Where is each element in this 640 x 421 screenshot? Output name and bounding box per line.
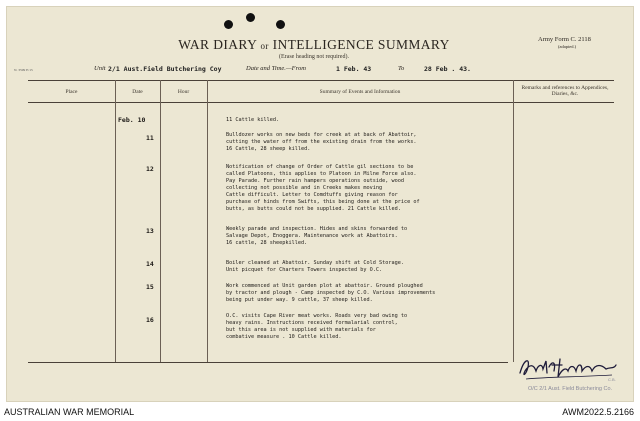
entry-text: Work commenced at Unit garden plot at abattoir. Ground ploughed by tractor and plough - Camp inspected by C.O. Various improvements being put under way. 9 cattle, 37 sheep killed. [226,283,436,303]
unit-stamp: O/C 2/1 Aust. Field Butchering Co. [528,386,613,392]
stamp-cb: C.B. [608,377,616,382]
footer-accession-number: AWM2022.5.2166 [562,407,634,417]
entry-date: 12 [146,165,154,173]
form-code: N. 3599 E/15 [14,68,33,72]
entry-text: 11 Cattle killed. [226,117,280,123]
to-label: To [398,65,405,72]
punch-hole-right [276,20,285,29]
date-time-label: Date and Time.—From [246,65,306,72]
column-header-summary: Summary of Events and Information [319,89,401,95]
entry-date: 11 [146,134,154,142]
title-intelligence-summary: INTELLIGENCE SUMMARY [272,37,450,52]
footer-institution: AUSTRALIAN WAR MEMORIAL [4,407,135,417]
entry-date: 15 [146,283,154,291]
entry-text: Bulldozer works on new beds for creek at at back of Abattoir, cutting the water off from the existing drain from the works. 16 Cattle, 28 sheep killed. [226,132,417,152]
page-bottom-rule [28,362,508,363]
entry-date: 14 [146,260,154,268]
unit-value: 2/1 Aust.Field Butchering Coy [108,65,222,73]
punch-hole-middle [246,13,255,22]
army-form-sub: (adapted.) [558,44,577,49]
form-subtitle: (Erase heading not required). [279,54,349,60]
entry-text: Weekly parade and inspection. Hides and skins forwarded to Salvage Depot, Enoggera. Maintenance work at Abattoirs. 16 cattle, 28 sheepkilled. [226,226,408,246]
column-header-hour: Hour [177,89,190,95]
entry-text: Boiler cleaned at Abattoir. Sunday shift at Cold Storage. Unit picquet for Charters Towers inspected by O.C. [226,260,405,273]
entry-date: 16 [146,316,154,324]
army-form-number [538,36,618,49]
handwritten-signature [516,353,620,385]
form-title [0,37,628,53]
column-divider-date [160,80,161,362]
entry-text: Notification of change of Order of Cattle gil sections to be called Platoons, this applies to Platoon in Milne Force also. Pay Parade. Further rain hampers operations outside, wood collecting not possible and in Creeks makes moving Cattle difficult. Letter to Comdtuffs giving reason for purchase of hinds from Swifts, this being done at the price of butts, as butts could not be supplied. 21 Cattle killed. [226,164,420,212]
column-header-remarks: Remarks and references to Appendices, Diaries, &c. [521,85,609,97]
column-header-place: Place [65,89,78,95]
entry-date: Feb. 10 [118,116,146,124]
column-header-date: Date [132,89,143,95]
to-date: 28 Feb . 43. [424,65,471,73]
punch-hole-left [224,20,233,29]
entry-date: 13 [146,227,154,235]
unit-label: Unit [94,65,106,72]
column-divider-place [115,80,116,362]
column-divider-hour [207,80,208,362]
entry-text: O.C. visits Cape River meat works. Roads very bad owing to heavy rains. Instructions received formalarial control, but this area is not supplied with materials for combative measure . 10 Cattle killed. [226,313,408,340]
title-or: or [260,41,269,51]
army-form-label: Army Form C. 2118 [538,36,591,43]
column-divider-summary [513,80,514,362]
from-date: 1 Feb. 43 [336,65,372,73]
title-war-diary: WAR DIARY [178,37,257,52]
